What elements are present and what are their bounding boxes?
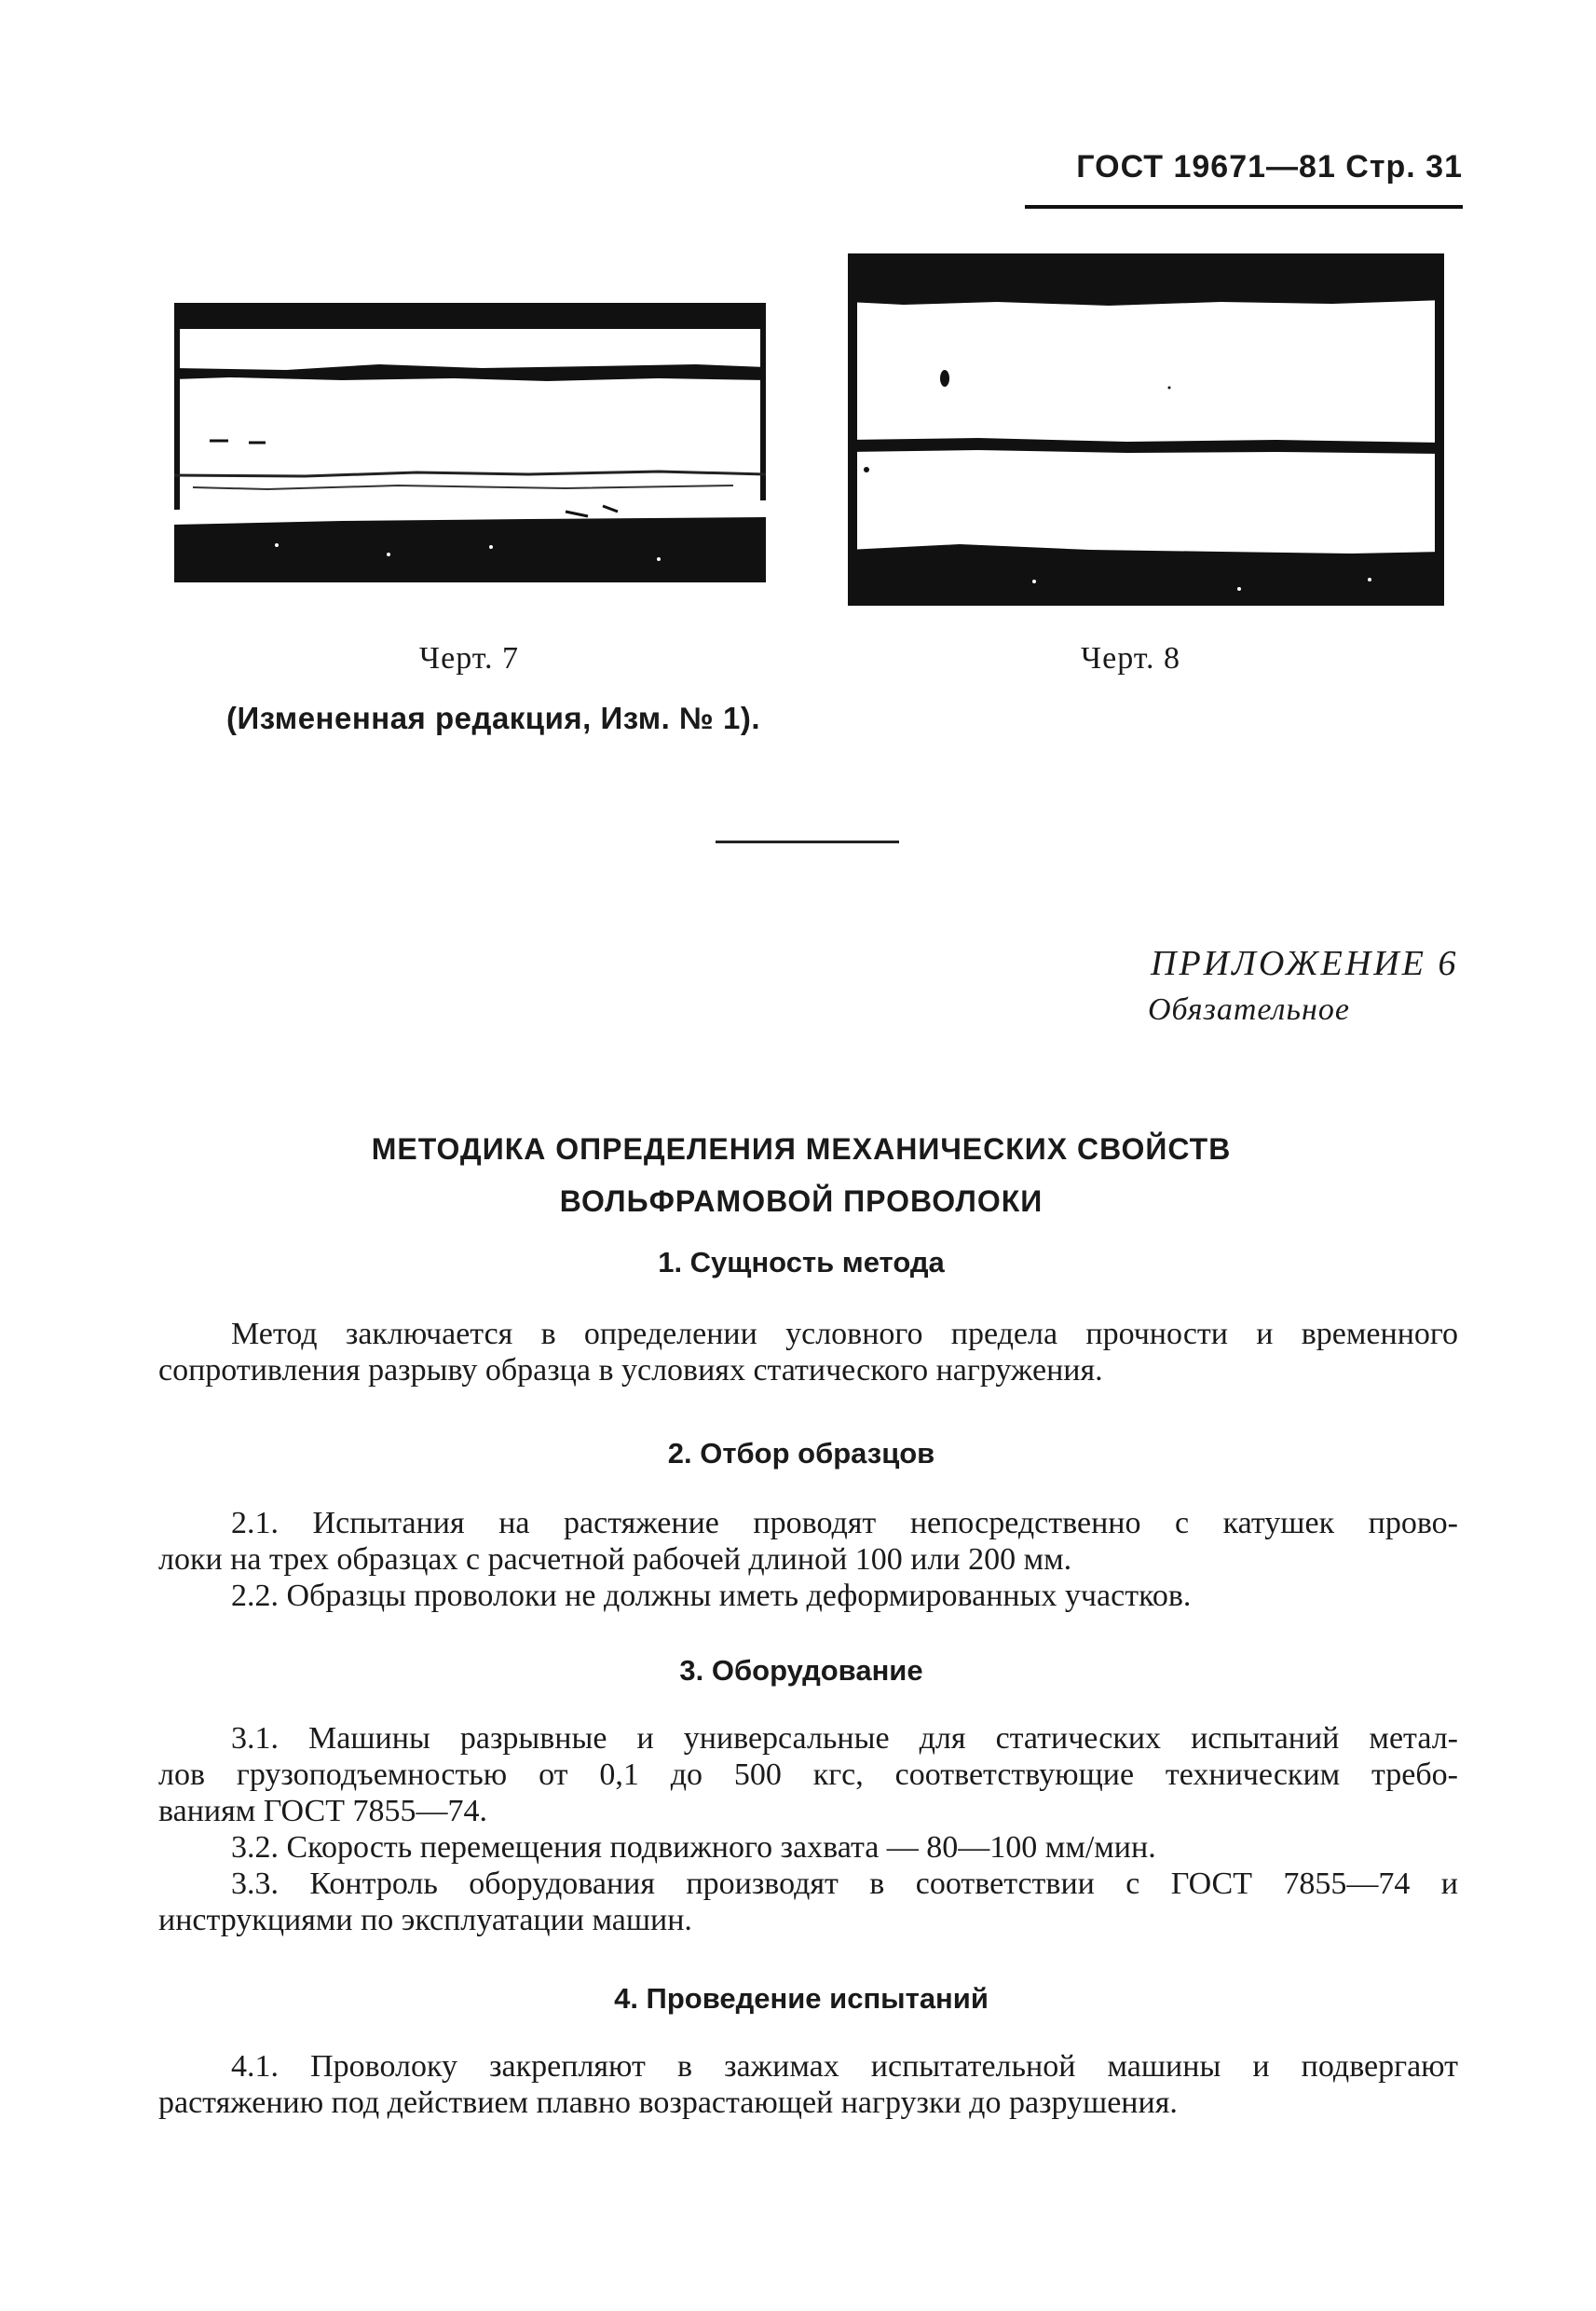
title-line-2: ВОЛЬФРАМОВОЙ ПРОВОЛОКИ	[559, 1184, 1044, 1218]
page-header	[1025, 149, 1463, 209]
section-1-heading: 1. Сущность метода	[658, 1246, 945, 1279]
text-line: 3.1. Машины разрывные и универсальные для статических испытаний метал-	[231, 1721, 1458, 1756]
figure-7	[174, 303, 766, 582]
section-3-heading: 3. Оборудование	[679, 1654, 923, 1687]
text-line: локи на трех образцах с расчетной рабочей длиной 100 или 200 мм.	[158, 1542, 1072, 1577]
text-line: 2.1. Испытания на растяжение проводят непосредственно с катушек прово-	[231, 1506, 1458, 1540]
appendix-status: Обязательное	[1148, 992, 1350, 1027]
figure-8-caption: Черт. 8	[1081, 641, 1181, 676]
text-line: сопротивления разрыву образца в условиях статического нагружения.	[158, 1353, 1103, 1388]
section-divider	[716, 841, 899, 843]
text-line: инструкциями по эксплуатации машин.	[158, 1903, 692, 1937]
revision-note: (Измененная редакция, Изм. № 1).	[226, 701, 760, 735]
figure-7-caption: Черт. 7	[419, 641, 520, 676]
section-2-heading: 2. Отбор образцов	[667, 1437, 935, 1470]
text-line: 4.1. Проволоку закрепляют в зажимах испытательной машины и подвергают	[231, 2049, 1458, 2084]
section-1-paragraph	[158, 1316, 1458, 1388]
figure-8	[848, 253, 1444, 606]
section-3-paragraph-3	[158, 1866, 1458, 1938]
section-3-paragraph-2	[158, 1829, 1458, 1866]
text-line: растяжению под действием плавно возрастающей нагрузки до разрушения.	[158, 2085, 1178, 2120]
section-4-heading: 4. Проведение испытаний	[614, 1982, 989, 2015]
text-line: Метод заключается в определении условного предела прочности и временного	[231, 1317, 1458, 1351]
appendix-label: ПРИЛОЖЕНИЕ 6	[1151, 944, 1459, 983]
header-text: ГОСТ 19671—81 Стр. 31	[1076, 149, 1463, 185]
text-line: ваниям ГОСТ 7855—74.	[158, 1794, 487, 1828]
text-line: 3.3. Контроль оборудования производят в соответствии с ГОСТ 7855—74 и	[231, 1867, 1458, 1901]
section-2-paragraph-1	[158, 1505, 1458, 1578]
section-3-paragraph-1	[158, 1720, 1458, 1829]
title-line-1: МЕТОДИКА ОПРЕДЕЛЕНИЯ МЕХАНИЧЕСКИХ СВОЙСТВ	[371, 1132, 1232, 1166]
section-2-paragraph-2	[158, 1578, 1458, 1614]
text-line: 2.2. Образцы проволоки не должны иметь деформированных участков.	[231, 1579, 1192, 1613]
text-line: 3.2. Скорость перемещения подвижного захвата — 80—100 мм/мин.	[231, 1830, 1156, 1865]
document-title	[158, 1123, 1444, 1227]
section-4-paragraph	[158, 2048, 1458, 2121]
text-line: лов грузоподъемностью от 0,1 до 500 кгс, соответствующие техническим требо-	[158, 1757, 1458, 1792]
